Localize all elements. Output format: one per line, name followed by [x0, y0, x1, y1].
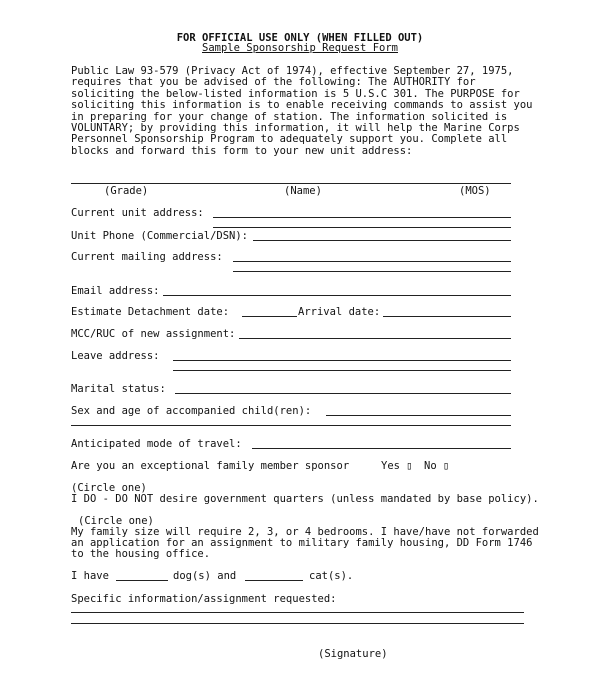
privacy-act-statement: Public Law 93-579 (Privacy Act of 1974), effective September 27, 1975, requires that you be advised of the following: The AUTHORITY for soliciting the below-listed information is 5 U.S.C 301. The PURPOSE for soliciting this information is to enable receiving commands to assist you in preparing for your change of station. The information solicited is VOLUNTARY; by providing this information, it will help the Marine Corps Personnel Sponsorship Program to adequately support you. Complete all blocks and forward this form to your new unit address:	[71, 65, 533, 157]
children-input-2[interactable]	[71, 425, 511, 426]
current-unit-address-input-2[interactable]	[213, 227, 511, 228]
marital-status-input[interactable]	[175, 393, 511, 394]
bedrooms-statement: My family size will require 2, 3, or 4 bedrooms. I have/have not forwarded an application for an assignment to military family housing, DD Form 1746 to the housing office.	[71, 526, 539, 560]
form-title: FOR OFFICIAL USE ONLY (WHEN FILLED OUT)	[176, 32, 424, 44]
email-label: Email address:	[71, 285, 160, 297]
dogs-label: dog(s) and	[173, 570, 237, 582]
quarters-statement: I DO - DO NOT desire government quarters (unless mandated by base policy).	[71, 493, 539, 505]
travel-mode-input[interactable]	[252, 448, 511, 449]
form-subtitle: Sample Sponsorship Request Form	[202, 42, 398, 54]
specific-info-input[interactable]	[71, 612, 524, 613]
efm-question: Are you an exceptional family member sponsor	[71, 460, 350, 472]
cats-count-input[interactable]	[245, 580, 303, 581]
detachment-date-input[interactable]	[242, 316, 297, 317]
leave-address-input[interactable]	[173, 360, 511, 361]
marital-status-label: Marital status:	[71, 383, 166, 395]
children-label: Sex and age of accompanied child(ren):	[71, 405, 312, 417]
current-unit-address-label: Current unit address:	[71, 207, 204, 219]
signature-label: (Signature)	[318, 648, 388, 660]
specific-info-label: Specific information/assignment requested:	[71, 593, 337, 605]
name-row-input-line[interactable]	[71, 183, 511, 184]
cats-label: cat(s).	[309, 570, 354, 582]
unit-phone-input[interactable]	[253, 240, 511, 241]
current-unit-address-input[interactable]	[213, 217, 511, 218]
efm-yes-checkbox[interactable]: Yes ▯	[381, 460, 413, 472]
unit-phone-label: Unit Phone (Commercial/DSN):	[71, 230, 249, 242]
quarters-circle-one: (Circle one)	[71, 482, 147, 494]
arrival-date-label: Arrival date:	[298, 306, 381, 318]
leave-address-label: Leave address:	[71, 350, 160, 362]
arrival-date-input[interactable]	[383, 316, 511, 317]
specific-info-input-2[interactable]	[71, 623, 524, 624]
name-label: (Name)	[284, 185, 322, 197]
mcc-ruc-input[interactable]	[239, 338, 511, 339]
grade-label: (Grade)	[104, 185, 149, 197]
mailing-address-input[interactable]	[233, 261, 511, 262]
mailing-address-input-2[interactable]	[233, 271, 511, 272]
pets-have-label: I have	[71, 570, 109, 582]
email-input[interactable]	[163, 295, 511, 296]
detachment-date-label: Estimate Detachment date:	[71, 306, 230, 318]
mailing-address-label: Current mailing address:	[71, 251, 223, 263]
travel-mode-label: Anticipated mode of travel:	[71, 438, 242, 450]
bedrooms-circle-one: (Circle one)	[78, 515, 154, 527]
mos-label: (MOS)	[459, 185, 491, 197]
leave-address-input-2[interactable]	[173, 370, 511, 371]
mcc-ruc-label: MCC/RUC of new assignment:	[71, 328, 236, 340]
children-input[interactable]	[326, 415, 511, 416]
dogs-count-input[interactable]	[116, 580, 168, 581]
efm-no-checkbox[interactable]: No ▯	[424, 460, 450, 472]
